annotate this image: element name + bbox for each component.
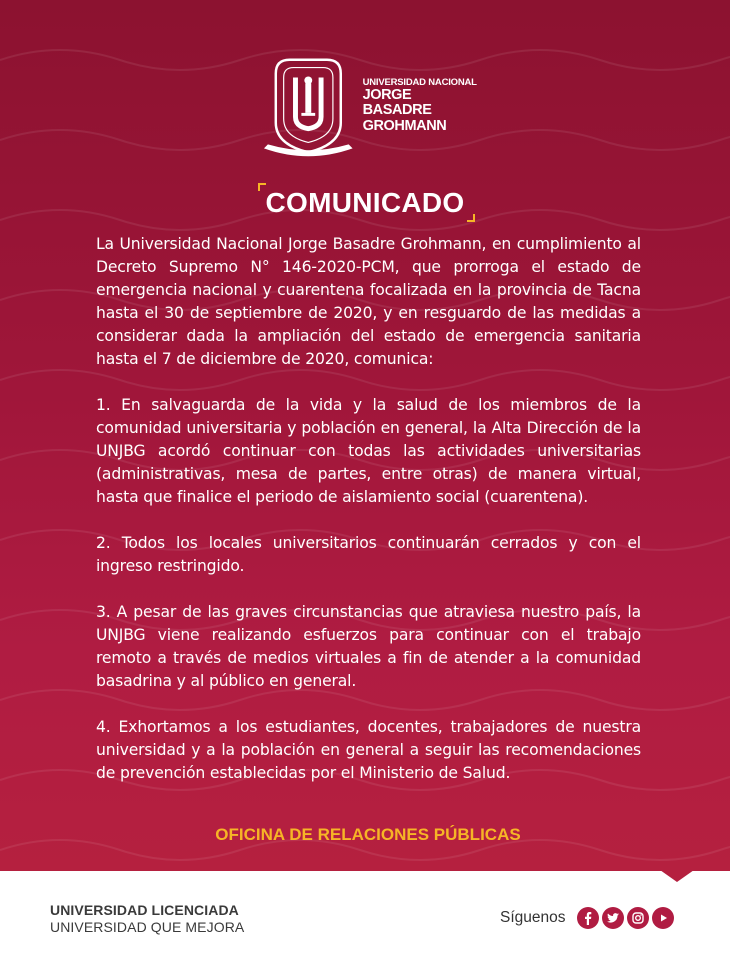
footer-tagline — [50, 902, 244, 935]
follow-label: Síguenos — [500, 909, 566, 926]
title-text: COMUNICADO — [265, 187, 465, 218]
paragraph-intro: La Universidad Nacional Jorge Basadre Grohmann, en cumplimiento al Decreto Supremo N° 146-2020-PCM, que prorroga el estado de emergencia nacional y cuarentena focalizada en la provincia de Tacna hasta el 30 de septiembre de 2020, y en resguardo de las medidas a considerar dada la ampliación del estado de emergencia sanitaria hasta el 7 de diciembre de 2020, comunica: — [96, 235, 641, 368]
social-links — [500, 907, 677, 929]
logo-line-2: JORGE BASADRE — [362, 87, 432, 119]
youtube-icon[interactable] — [652, 907, 674, 929]
communique-body — [96, 233, 641, 808]
paragraph-point-2: 2. Todos los locales universitarios continuarán cerrados y con el ingreso restringido. — [96, 534, 641, 575]
instagram-icon[interactable] — [627, 907, 649, 929]
logo-line-3: GROHMANN — [362, 117, 447, 134]
paragraph-point-4: 4. Exhortamos a los estudiantes, docentes, trabajadores de nuestra universidad y a la población en general a seguir las recomendaciones de prevención establecidas por el Ministerio de Salud. — [96, 718, 641, 782]
footer-line-1: UNIVERSIDAD LICENCIADA — [50, 902, 239, 918]
logo-line-1: UNIVERSIDAD NACIONAL — [362, 77, 477, 89]
facebook-icon[interactable] — [577, 907, 599, 929]
page-title — [260, 183, 471, 223]
paragraph-point-3: 3. A pesar de las graves circunstancias que atraviesa nuestro país, la UNJBG viene realizando esfuerzos para continuar con el trabajo remoto a través de medios virtuales a fin de atender a la comunidad basadrina y al público en general. — [96, 603, 641, 690]
bracket-bottom-right — [467, 214, 475, 222]
paragraph-point-1: 1. En salvaguarda de la vida y la salud de los miembros de la comunidad universitaria y población en general, la Alta Dirección de la UNJBG acordó continuar con todas las actividades universitarias (administrativas, mesa de partes, entre otras) de manera virtual, hasta que finalice el periodo de aislamiento social (cuarentena). — [96, 396, 641, 506]
office-signature: OFICINA DE RELACIONES PÚBLICAS — [215, 825, 521, 844]
title-wrap — [0, 183, 730, 223]
logo-wordmark — [363, 78, 482, 134]
twitter-icon[interactable] — [602, 907, 624, 929]
university-seal-icon — [262, 53, 355, 159]
bracket-top-left — [258, 183, 266, 191]
footer-notch — [660, 870, 694, 882]
university-logo — [262, 52, 482, 160]
footer-line-2: UNIVERSIDAD QUE MEJORA — [50, 919, 245, 935]
